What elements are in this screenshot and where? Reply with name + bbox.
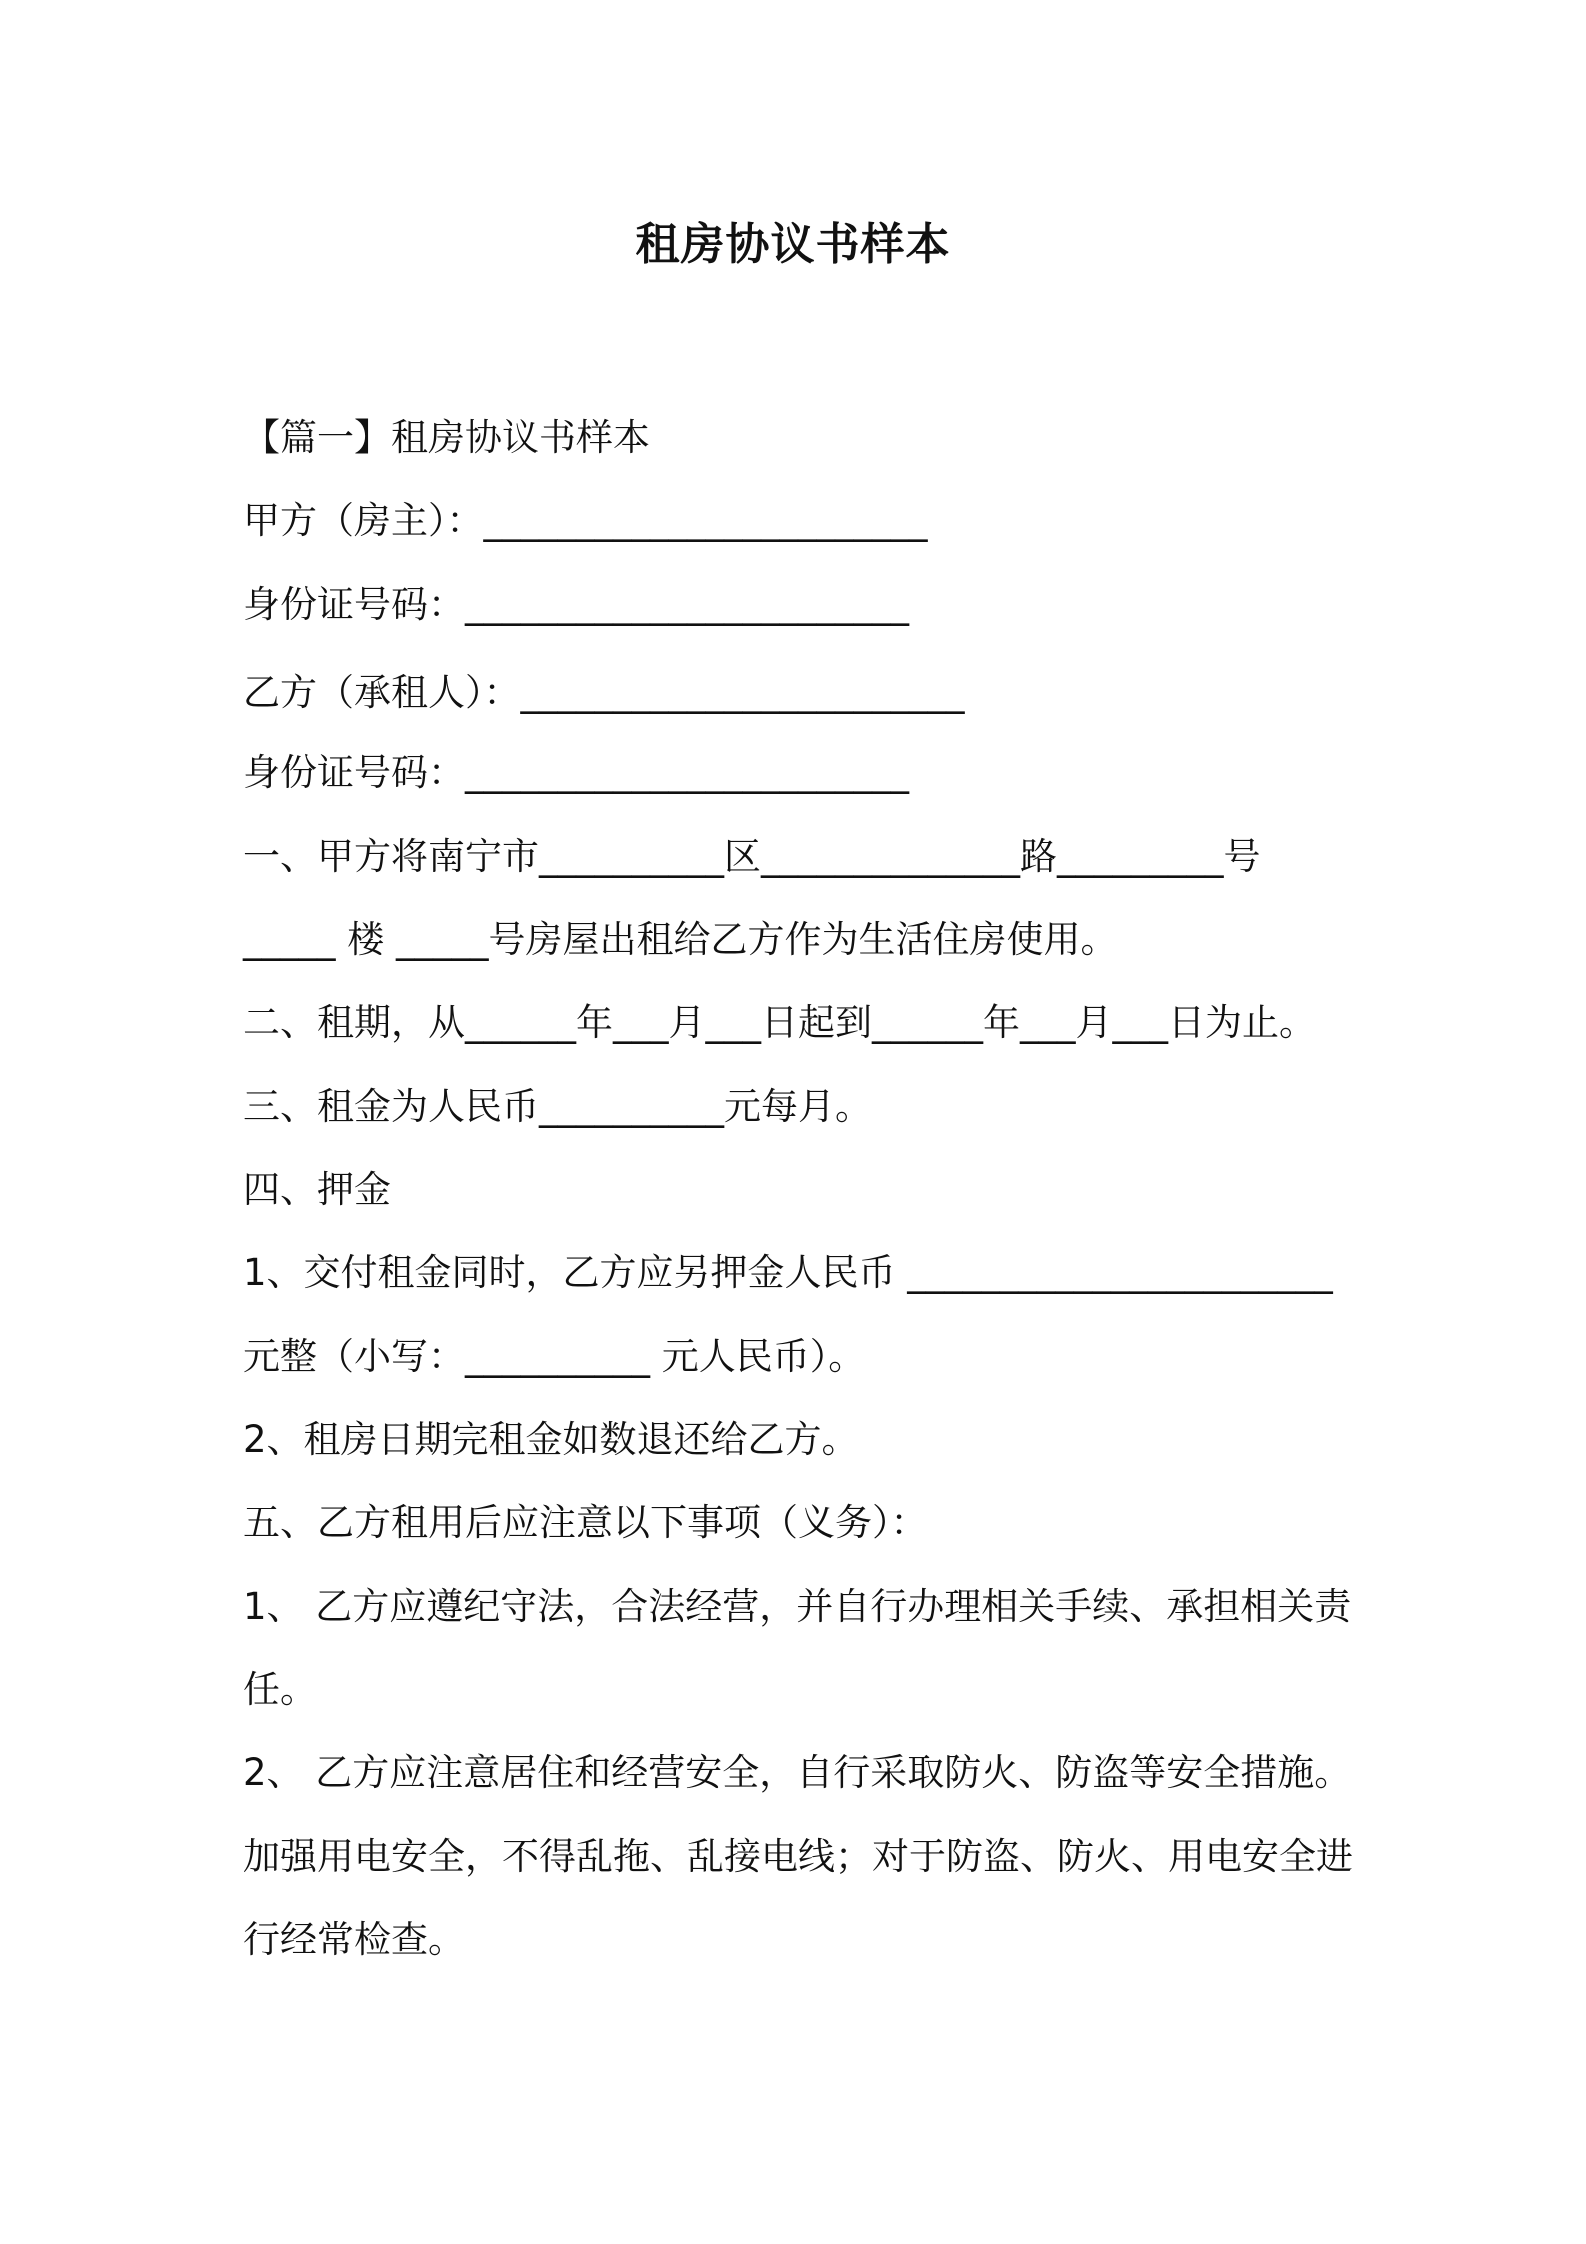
clause-5-item-2-line-1: 2、 乙方应注意居住和经营安全，自行采取防火、防盗等安全措施。 bbox=[243, 1751, 1352, 1794]
clause-5-item-2-line-2: 加强用电安全，不得乱拖、乱接电线；对于防盗、防火、用电安全进 bbox=[243, 1835, 1353, 1878]
party-b-id-field: 身份证号码：________________________ bbox=[243, 751, 909, 794]
section-heading: 【篇一】租房协议书样本 bbox=[243, 416, 650, 459]
clause-5-item-1-line-1: 1、 乙方应遵纪守法，合法经营，并自行办理相关手续、承担相关责 bbox=[243, 1585, 1352, 1628]
clause-5-item-1-line-2: 任。 bbox=[243, 1668, 317, 1711]
party-a-field: 甲方（房主）：________________________ bbox=[243, 499, 928, 542]
clause-1-line-2: _____ 楼 _____号房屋出租给乙方作为生活住房使用。 bbox=[243, 918, 1118, 961]
clause-5-heading: 五、乙方租用后应注意以下事项（义务）： bbox=[243, 1501, 928, 1544]
party-a-id-field: 身份证号码：________________________ bbox=[243, 583, 909, 626]
clause-4-item-1-line-2: 元整（小写：__________ 元人民币）。 bbox=[243, 1335, 866, 1378]
clause-1-line-1: 一、甲方将南宁市__________区______________路_________号 bbox=[243, 835, 1261, 878]
clause-2: 二、租期，从______年___月___日起到______年___月___日为止。 bbox=[243, 1001, 1316, 1044]
clause-3: 三、租金为人民币__________元每月。 bbox=[243, 1085, 872, 1128]
clause-5-item-2-line-3: 行经常检查。 bbox=[243, 1918, 465, 1961]
party-b-field: 乙方（承租人）：________________________ bbox=[243, 671, 965, 714]
clause-4-item-1-line-1: 1、交付租金同时，乙方应另押金人民币 _______________________ bbox=[243, 1251, 1333, 1294]
document-title: 租房协议书样本 bbox=[635, 219, 951, 270]
clause-4-heading: 四、押金 bbox=[243, 1168, 391, 1211]
clause-4-item-2: 2、租房日期完租金如数退还给乙方。 bbox=[243, 1418, 859, 1461]
